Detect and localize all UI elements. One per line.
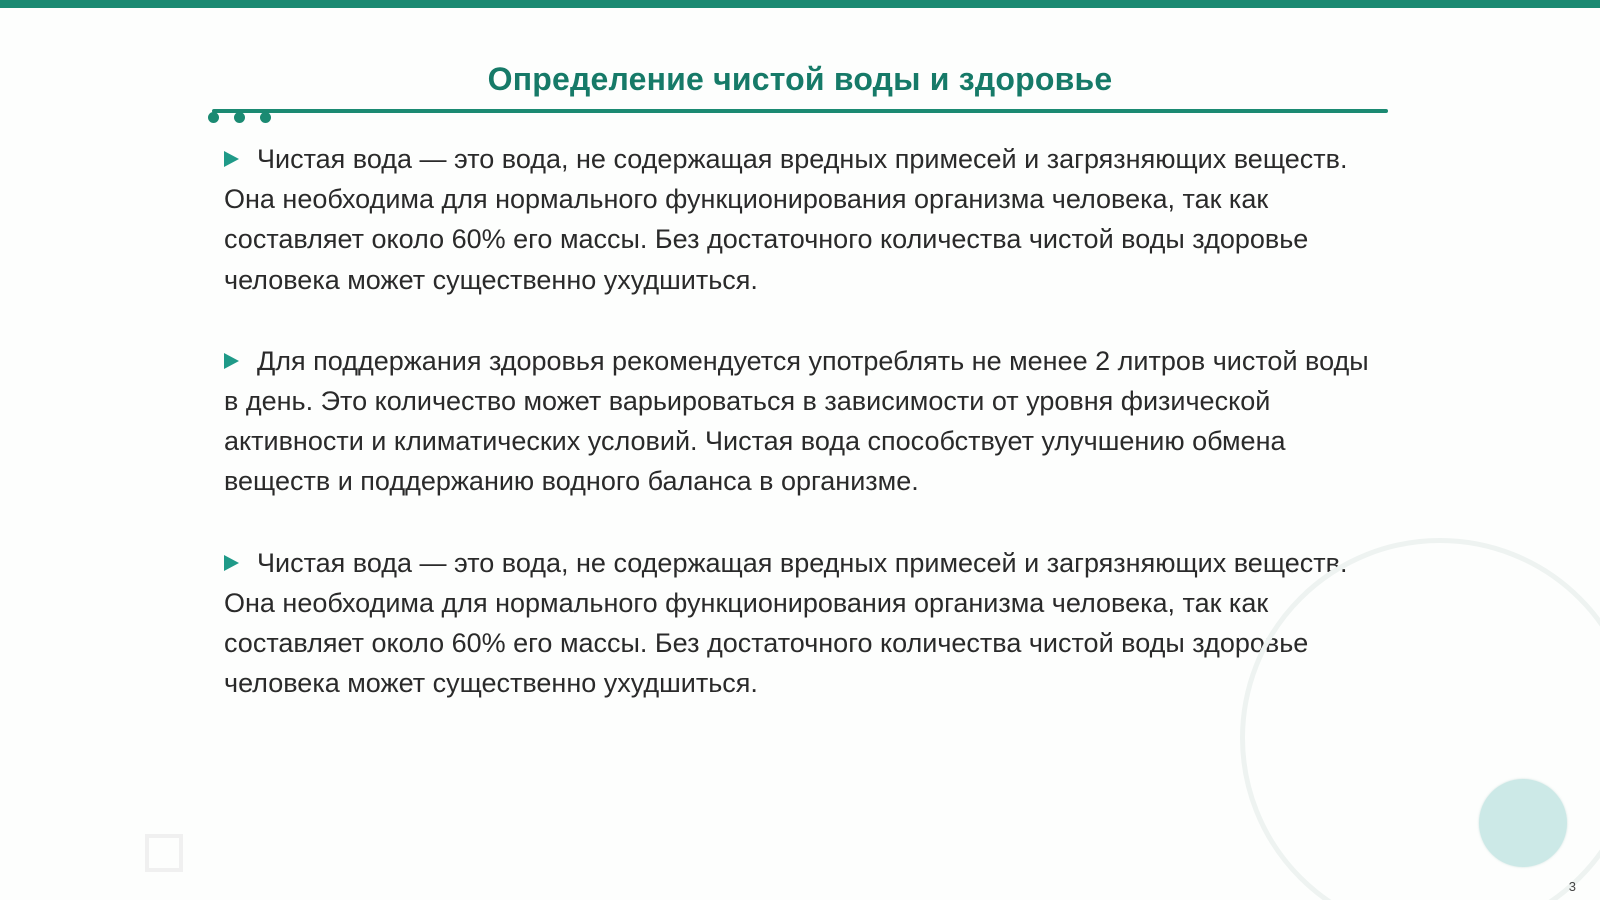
bullet-list [224,139,1374,744]
page-number: 3 [1568,879,1576,894]
bullet-item [224,341,1374,502]
bullet-item [224,543,1374,704]
top-accent-bar [0,0,1600,8]
decor-circle-filled [1479,779,1567,867]
triangle-right-icon [224,555,239,571]
bullet-text: Чистая вода — это вода, не содержащая вредных примесей и загрязняющих веществ. Она необходима для нормального функционирования организма человека, так как составляет около 60% его массы. Без достаточного количества чистой воды здоровье человека может существенно ухудшиться. [224,547,1348,699]
slide-title: Определение чистой воды и здоровье [487,61,1113,97]
title-underline [212,109,1388,113]
bullet-text: Для поддержания здоровья рекомендуется употреблять не менее 2 литров чистой воды в день. Это количество может варьироваться в зависимости от уровня физической активности и климатических условий. Чистая вода способствует улучшению обмена веществ и поддержанию водного баланса в организме. [224,345,1369,497]
bullet-text: Чистая вода — это вода, не содержащая вредных примесей и загрязняющих веществ. Она необходима для нормального функционирования организма человека, так как составляет около 60% его массы. Без достаточного количества чистой воды здоровье человека может существенно ухудшиться. [224,144,1348,295]
bullet-item [224,139,1374,300]
decor-dot [208,112,219,123]
triangle-right-icon [224,353,239,369]
decor-dot [234,112,245,123]
decor-dot [260,112,271,123]
triangle-right-icon [224,151,239,167]
decor-square [145,834,183,872]
